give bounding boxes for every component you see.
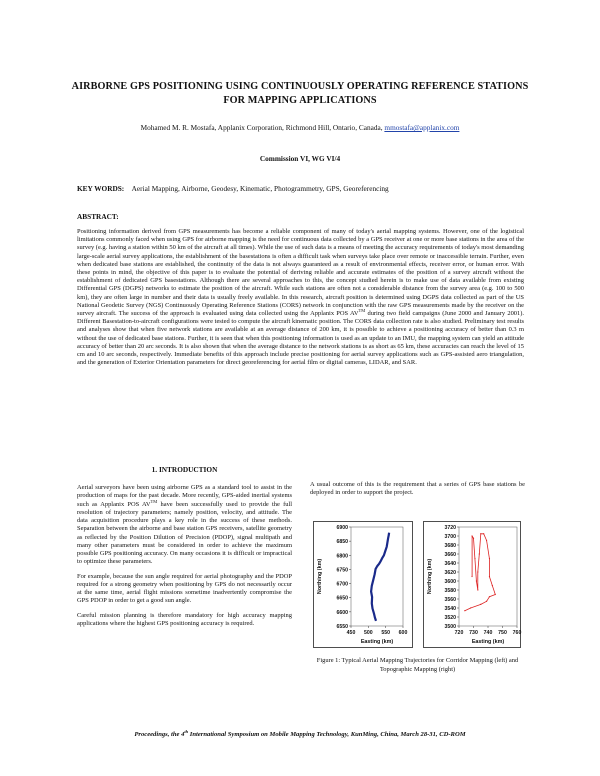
footer-text-1: Proceedings, the 4 xyxy=(134,731,185,738)
chart2-series-point xyxy=(476,580,477,581)
abstract-text-part2: during two field campaigns (June 2000 and January 2001). Different Basestation-to-aircraft configurations were tested to compute the aircraft kinematic position. The CORS data collection rate is also studied. Preliminary test results and analyses show that when five network stations are available at an average distance of 200 km, it is possible to achieve a positioning accuracy of better than 0.3 m without the use of dedicated base stations. Further, it is seen that when this positioning information is used as an update to an IMU, the mapping system can yield an attitude accuracy of better than 20 arc seconds. It is also shown that when the average distance to the network stations is as short as 65 km, these accuracies can reach the level of 15 cm and 10 arc seconds, respectively. Immediate benefits of this approach include precise positioning for aerial survey applications such as GPS-assisted aero triangulation, and the generation of Exterior Orientation parameters for direct georeferencing for aerial film or digital cameras, LIDAR, and SAR. xyxy=(77,310,524,367)
chart2-ytick-label: 3520 xyxy=(444,615,456,621)
page-footer xyxy=(60,728,540,738)
author-affiliation: Mohamed M. R. Mostafa, Applanix Corporation, Richmond Hill, Ontario, Canada, xyxy=(140,123,383,132)
chart2-ytick-label: 3640 xyxy=(444,561,456,567)
section-heading-introduction: 1. INTRODUCTION xyxy=(151,465,218,474)
keywords-label: KEY WORDS: xyxy=(77,184,125,193)
abstract-text-part1: Positioning information derived from GPS measurements has become a reliable component of many of today's aerial mapping systems. However, one of the logistical limitations commonly faced when using GPS for airborne mapping is the need for continuous data collected by a GPS receiver at one or more base stations in the area of the survey (e.g. having a station within 50 km of the aircraft at all times). While the use of such data is a means of meeting the accuracy requirements of today's most demanding large-scale aerial survey applications, the establishment of the basestations is often a difficult task when surveys take place over remote or inaccessible terrain. Further, even when dedicated base stations are established, the continuity of the data is not always guaranteed as a result of environmental effects, receiver error, or human error. With these points in mind, the objective of this paper is to evaluate the potential of deriving reliable and accurate estimates of the position of a survey aircraft without the establishment of dedicated GPS basestations. Although there are several approaches to this, the concept studied herein is to make use of data available from existing Differential GPS (DGPS) networks to estimate the position of the aircraft. While such stations are often not a considerable distance from the survey area (e.g. 100 to 500 km), they are often large in number and their data is usually freely available. In this research, aircraft position is determined using DGPS data collected as part of the US National Geodetic Survey (NGS) Continuously Operating Reference Stations (CORS) network in conjunction with the raw GPS measurements made by the receiver on the survey aircraft. The success of the approach is evaluated using data collected using the Applanix POS AV xyxy=(77,228,524,318)
chart2-series-point xyxy=(489,596,490,597)
keywords-line xyxy=(77,184,527,194)
chart2-series-point xyxy=(492,585,493,586)
commission-line: Commission VI, WG VI/4 xyxy=(259,154,341,163)
chart2-series-point xyxy=(471,576,472,577)
chart2-xtick-label: 760 xyxy=(512,630,522,636)
abstract-heading: ABSTRACT: xyxy=(77,212,119,221)
chart1-xtick-label: 600 xyxy=(398,630,408,636)
chart2-series-point xyxy=(486,540,487,541)
intro-paragraph-2: For example, because the sun angle required for aerial photography and the PDOP required for a strong geometry when positioning by GPS do not necessarily occur at the same time, aerial flight missions sometime inadvertently compromise the GPS PDOP in order to get a good sun angle. xyxy=(77,572,292,605)
chart2-series-point xyxy=(480,604,481,605)
chart1-ytick-label: 6850 xyxy=(336,539,348,546)
chart2-series-point xyxy=(473,538,474,539)
chart2-series-point xyxy=(477,571,478,572)
chart2-ytick-label: 3580 xyxy=(444,588,456,594)
intro-trademark: TM xyxy=(150,498,158,504)
chart2-ytick-label: 3720 xyxy=(444,525,456,531)
intro-p1-part1: Aerial surveyors have been using airborne GPS as a standard tool to assist in the production of maps for the past decade. More recently, GPS-aided inertial systems such as Applanix POS AV xyxy=(77,484,292,508)
chart2-xtick-label: 720 xyxy=(454,630,464,636)
chart1-xtick-label: 550 xyxy=(381,630,390,636)
chart2-xlabel: Easting (km) xyxy=(471,639,505,645)
chart1-xtick-label: 500 xyxy=(364,630,373,636)
chart2-ytick-label: 3540 xyxy=(444,606,456,612)
chart2-series-point xyxy=(483,533,484,534)
figure-1-caption: Figure 1: Typical Aerial Mapping Trajectories for Corridor Mapping (left) and Topographic Mapping (right) xyxy=(316,657,519,673)
chart2-series-point xyxy=(489,558,490,559)
chart2-ytick-label: 3660 xyxy=(444,552,456,558)
abstract-trademark: TM xyxy=(358,307,366,313)
left-column xyxy=(77,465,292,634)
chart1-ytick-label: 6650 xyxy=(336,595,348,602)
author-email-link[interactable]: mmostafa@applanix.com xyxy=(384,123,460,132)
chart2-xtick-label: 730 xyxy=(469,630,478,636)
abstract-body xyxy=(77,228,524,367)
chart2-series-point xyxy=(474,558,475,559)
chart2-ytick-label: 3680 xyxy=(444,543,456,549)
chart2-series-point xyxy=(495,594,496,595)
keywords-text: Aerial Mapping, Airborne, Geodesy, Kinematic, Photogrammetry, GPS, Georeferencing xyxy=(131,184,389,193)
chart1-ytick-label: 6600 xyxy=(336,609,348,616)
chart1-xlabel: Easting (km) xyxy=(360,639,394,645)
chart1-xtick-label: 450 xyxy=(346,630,356,636)
chart2-ytick-label: 3620 xyxy=(444,570,456,576)
intro-paragraph-3: Careful mission planning is therefore mandatory for high accuracy mapping applications where the highest GPS positioning accuracy is required. xyxy=(77,611,292,627)
chart1-ytick-label: 6550 xyxy=(336,624,348,630)
intro-paragraph-1 xyxy=(77,484,292,567)
chart2-series-point xyxy=(489,576,490,577)
chart2-ytick-label: 3500 xyxy=(444,624,456,630)
chart1-frame xyxy=(314,522,413,648)
chart2-series-point xyxy=(486,601,487,602)
chart2-series-point xyxy=(464,610,465,611)
paper-title: AIRBORNE GPS POSITIONING USING CONTINUOUSLY OPERATING REFERENCE STATIONS FOR MAPPING APPLICATIONS xyxy=(71,81,529,106)
author-line xyxy=(60,123,540,133)
figure-1-svg xyxy=(313,521,523,651)
chart2-series-point xyxy=(480,533,481,534)
footer-text-2: International Symposium on Mobile Mapping Technology, KunMing, China, March 28-31, CD-ROM xyxy=(188,731,466,738)
footer-sup: th xyxy=(184,728,189,734)
chart2-ylabel: Northing (km) xyxy=(427,558,433,595)
chart2-ytick-label: 3560 xyxy=(444,597,456,603)
right-column xyxy=(310,481,525,504)
chart1-ytick-label: 6700 xyxy=(336,581,348,588)
chart2-xtick-label: 750 xyxy=(498,630,507,636)
chart1-ytick-label: 6800 xyxy=(336,553,348,560)
intro-p1-part2: have been successfully used to provide the full resolution of trajectory parameters; namely position, velocity, and attitude. The data acquisition procedure plays a key role in the success of these methods. Separation between the airborne and base station GPS receivers, satellite geometry as reflected by the Position Dilution of Precision (PDOP), signal multipath and many other parameters must be considered in order to achieve the maximum possible GPS positioning accuracy. On many occasions it is difficult or impractical to optimize these parameters. xyxy=(77,500,293,566)
chart1-ytick-label: 6900 xyxy=(336,525,348,531)
chart1-ytick-label: 6750 xyxy=(336,567,348,574)
chart1-ylabel: Northing (km) xyxy=(317,558,323,595)
chart2-series-point xyxy=(470,607,471,608)
chart2-ytick-label: 3600 xyxy=(444,579,456,585)
chart2-ytick-label: 3700 xyxy=(444,534,456,540)
chart2-series-point xyxy=(479,553,480,554)
chart2-series-point xyxy=(477,589,478,590)
right-paragraph-1: A usual outcome of this is the requirement that a series of GPS base stations be deployed in order to support the project. xyxy=(310,481,525,497)
figure-1 xyxy=(313,521,523,651)
chart2-series-point xyxy=(471,535,472,536)
chart2-xtick-label: 740 xyxy=(483,630,493,636)
